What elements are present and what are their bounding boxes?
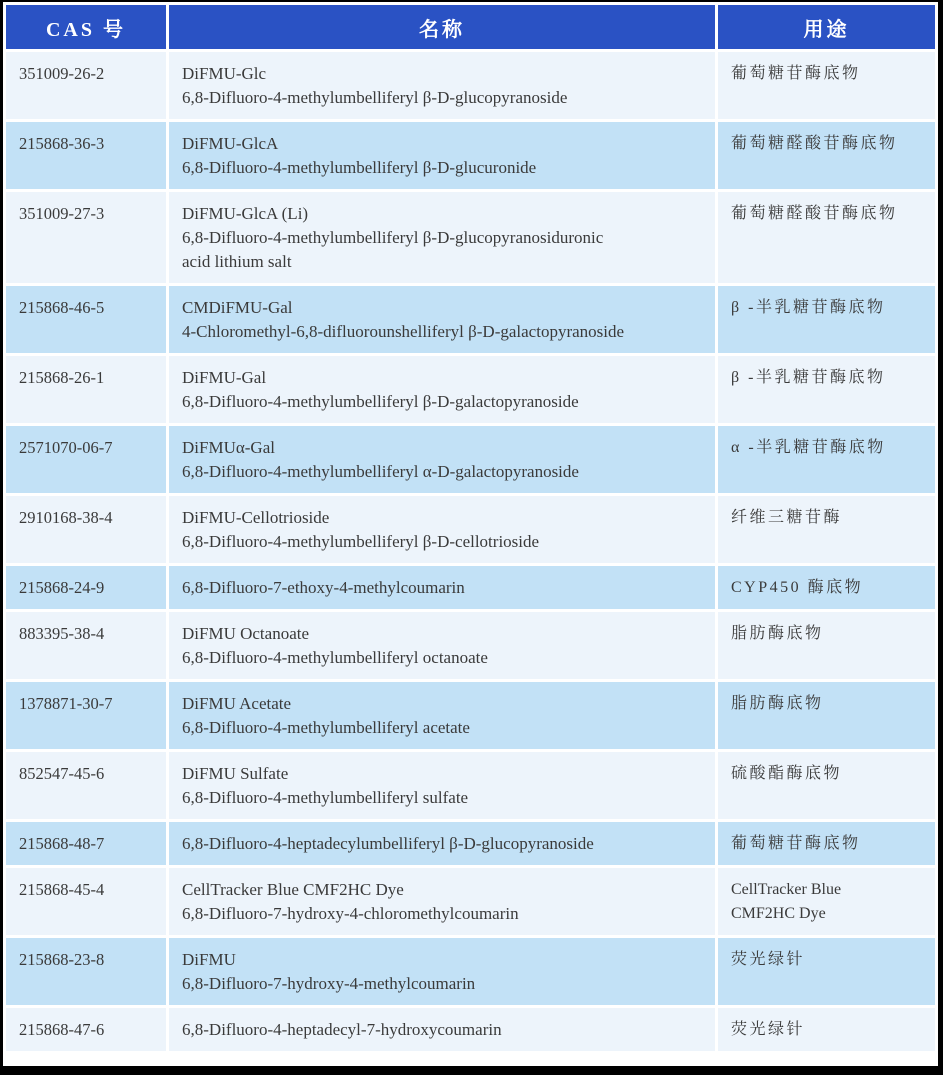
use-line: 脂肪酶底物 <box>731 625 824 642</box>
cas-number-cell: 2571070-06-7 <box>6 426 166 493</box>
name-line: 6,8-Difluoro-7-hydroxy-4-chloromethylcoumarin <box>182 904 519 923</box>
table-row <box>6 52 935 119</box>
cas-number-cell: 215868-45-4 <box>6 868 166 935</box>
use-line: 脂肪酶底物 <box>731 695 824 712</box>
name-cell <box>169 682 715 749</box>
use-cell <box>718 426 935 493</box>
name-line: 6,8-Difluoro-4-methylumbelliferyl octanoate <box>182 648 488 667</box>
name-cell <box>169 566 715 609</box>
table-row <box>6 682 935 749</box>
table-row <box>6 122 935 189</box>
use-line: 葡萄糖醛酸苷酶底物 <box>731 205 898 222</box>
name-line: DiFMU Sulfate <box>182 764 289 783</box>
name-cell <box>169 426 715 493</box>
use-line: β -半乳糖苷酶底物 <box>731 369 886 386</box>
name-line: 6,8-Difluoro-4-methylumbelliferyl β-D-glucopyranosiduronic <box>182 228 604 247</box>
name-line: 6,8-Difluoro-4-methylumbelliferyl β-D-cellotrioside <box>182 532 540 551</box>
cas-number-cell: 215868-24-9 <box>6 566 166 609</box>
name-cell <box>169 496 715 563</box>
use-cell <box>718 52 935 119</box>
name-line: DiFMU Octanoate <box>182 624 310 643</box>
name-cell <box>169 752 715 819</box>
table-row <box>6 496 935 563</box>
name-cell <box>169 286 715 353</box>
use-line: CellTracker Blue <box>731 881 842 898</box>
cas-number-cell: 215868-47-6 <box>6 1008 166 1051</box>
table-row <box>6 868 935 935</box>
name-cell <box>169 868 715 935</box>
table-row <box>6 752 935 819</box>
use-cell <box>718 612 935 679</box>
use-line: 葡萄糖苷酶底物 <box>731 835 861 852</box>
use-line: β -半乳糖苷酶底物 <box>731 299 886 316</box>
use-cell <box>718 938 935 1005</box>
name-line: acid lithium salt <box>182 252 292 271</box>
name-cell <box>169 1008 715 1051</box>
table-row <box>6 356 935 423</box>
use-line: α -半乳糖苷酶底物 <box>731 439 886 456</box>
name-line: DiFMU-GlcA <box>182 134 279 153</box>
use-cell <box>718 286 935 353</box>
name-line: 4-Chloromethyl-6,8-difluorounshelliferyl β-D-galactopyranoside <box>182 322 625 341</box>
table-row <box>6 612 935 679</box>
use-cell <box>718 496 935 563</box>
name-line: 6,8-Difluoro-7-ethoxy-4-methylcoumarin <box>182 578 465 597</box>
name-line: DiFMU-Glc <box>182 64 267 83</box>
table-row <box>6 1008 935 1051</box>
cas-number-cell: 215868-36-3 <box>6 122 166 189</box>
name-line: 6,8-Difluoro-4-methylumbelliferyl sulfate <box>182 788 469 807</box>
name-line: 6,8-Difluoro-4-heptadecyl-7-hydroxycoumarin <box>182 1020 502 1039</box>
cas-number-cell: 215868-23-8 <box>6 938 166 1005</box>
cas-substrate-table <box>3 2 938 1054</box>
cas-number-cell: 215868-46-5 <box>6 286 166 353</box>
cas-number-cell: 2910168-38-4 <box>6 496 166 563</box>
name-cell <box>169 822 715 865</box>
name-line: CMDiFMU-Gal <box>182 298 293 317</box>
name-line: CellTracker Blue CMF2HC Dye <box>182 880 404 899</box>
use-cell <box>718 566 935 609</box>
name-cell <box>169 122 715 189</box>
name-line: DiFMU Acetate <box>182 694 292 713</box>
use-line: 荧光绿针 <box>731 951 806 968</box>
use-line: CYP450 酶底物 <box>731 579 864 596</box>
use-line: 硫酸酯酶底物 <box>731 765 843 782</box>
name-cell <box>169 356 715 423</box>
table-row <box>6 426 935 493</box>
use-cell <box>718 192 935 283</box>
table-header <box>6 5 935 49</box>
name-line: 6,8-Difluoro-4-methylumbelliferyl β-D-galactopyranoside <box>182 392 579 411</box>
name-line: DiFMU-Cellotrioside <box>182 508 330 527</box>
use-cell <box>718 122 935 189</box>
name-line: DiFMUα-Gal <box>182 438 275 457</box>
header-name: 名称 <box>169 5 715 49</box>
name-line: 6,8-Difluoro-7-hydroxy-4-methylcoumarin <box>182 974 476 993</box>
name-line: 6,8-Difluoro-4-methylumbelliferyl acetate <box>182 718 470 737</box>
name-line: 6,8-Difluoro-4-methylumbelliferyl α-D-galactopyranoside <box>182 462 579 481</box>
table-body <box>6 52 935 1051</box>
cas-number-cell: 883395-38-4 <box>6 612 166 679</box>
name-cell <box>169 52 715 119</box>
name-cell <box>169 192 715 283</box>
name-cell <box>169 938 715 1005</box>
cas-number-cell: 852547-45-6 <box>6 752 166 819</box>
use-cell <box>718 868 935 935</box>
name-line: 6,8-Difluoro-4-heptadecylumbelliferyl β-D-glucopyranoside <box>182 834 594 853</box>
cas-number-cell: 1378871-30-7 <box>6 682 166 749</box>
table-row <box>6 938 935 1005</box>
use-line: 荧光绿针 <box>731 1021 806 1038</box>
name-line: DiFMU-GlcA (Li) <box>182 204 309 223</box>
cas-number-cell: 351009-26-2 <box>6 52 166 119</box>
use-cell <box>718 822 935 865</box>
cas-number-cell: 215868-48-7 <box>6 822 166 865</box>
name-line: DiFMU-Gal <box>182 368 267 387</box>
use-line: 葡萄糖醛酸苷酶底物 <box>731 135 898 152</box>
name-line: DiFMU <box>182 950 236 969</box>
table-row <box>6 192 935 283</box>
cas-number-cell: 351009-27-3 <box>6 192 166 283</box>
header-cas: CAS 号 <box>6 5 166 49</box>
name-cell <box>169 612 715 679</box>
use-cell <box>718 752 935 819</box>
use-line: 葡萄糖苷酶底物 <box>731 65 861 82</box>
use-cell <box>718 682 935 749</box>
use-cell <box>718 356 935 423</box>
cas-number-cell: 215868-26-1 <box>6 356 166 423</box>
use-line: 纤维三糖苷酶 <box>731 509 843 526</box>
table-row <box>6 566 935 609</box>
use-cell <box>718 1008 935 1051</box>
table-row <box>6 822 935 865</box>
table-row <box>6 286 935 353</box>
header-row <box>6 5 935 49</box>
name-line: 6,8-Difluoro-4-methylumbelliferyl β-D-glucuronide <box>182 158 537 177</box>
use-line: CMF2HC Dye <box>731 905 826 922</box>
header-use: 用途 <box>718 5 935 49</box>
name-line: 6,8-Difluoro-4-methylumbelliferyl β-D-glucopyranoside <box>182 88 568 107</box>
